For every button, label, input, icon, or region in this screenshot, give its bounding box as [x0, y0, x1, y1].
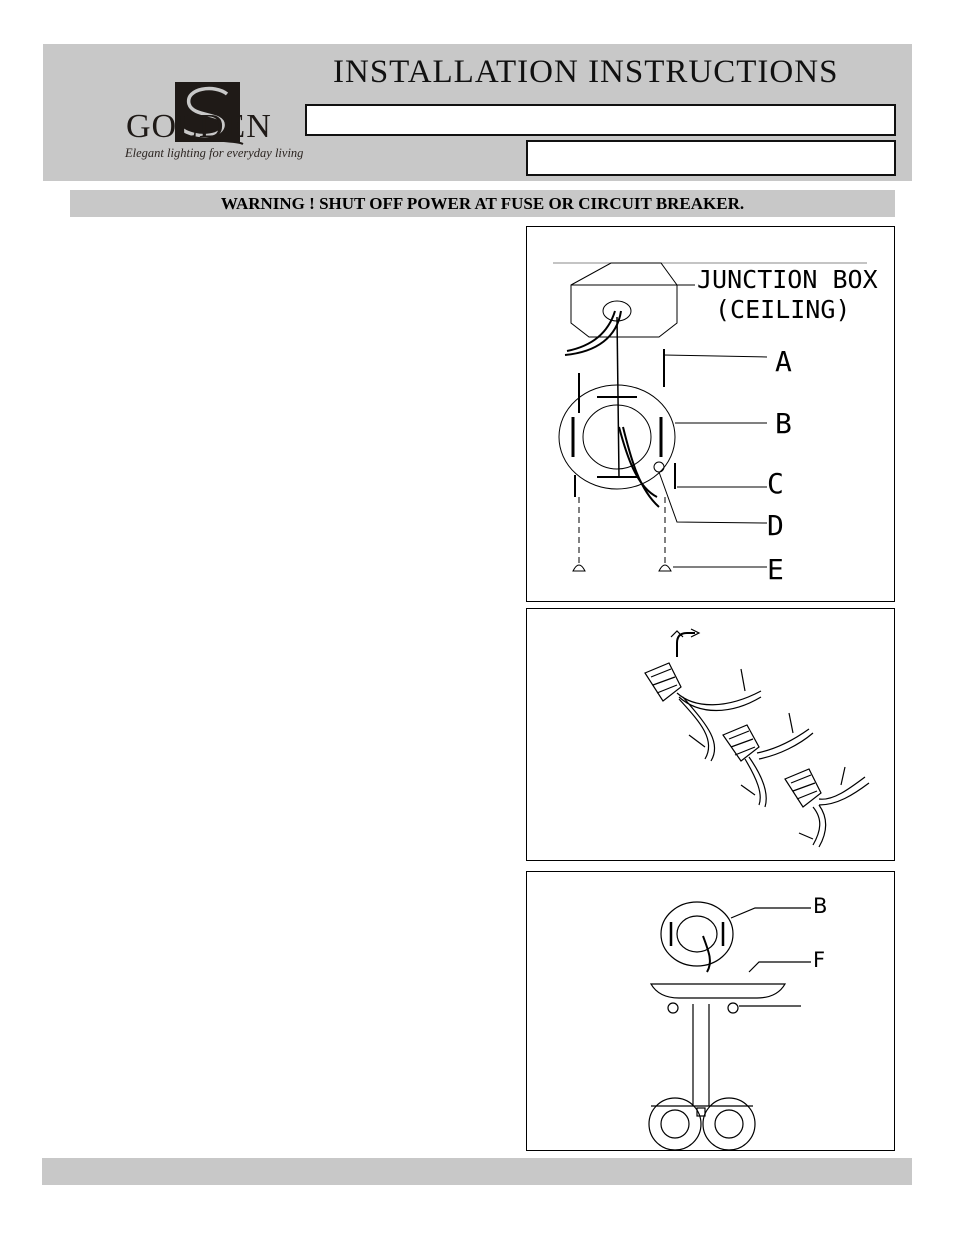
page-title: INSTALLATION INSTRUCTIONS [333, 54, 839, 90]
footer-band [42, 1158, 912, 1185]
header-band [43, 44, 912, 181]
part-label-a: A [775, 345, 792, 378]
ceiling-label: (CEILING) [715, 295, 851, 324]
diagram-junction-box [526, 226, 895, 602]
part-label-b: B [775, 407, 792, 440]
wire-connector-illustration [527, 609, 894, 860]
model-number-box [305, 104, 896, 136]
diagram-wire-connectors [526, 608, 895, 861]
fixture-label-f: F [813, 948, 826, 972]
brand-name: GOLDEN [126, 108, 272, 145]
diagram-fixture-mount [526, 871, 895, 1151]
junction-box-label: JUNCTION BOX [697, 265, 878, 294]
fixture-mount-illustration [527, 872, 894, 1150]
part-label-e: E [767, 553, 784, 586]
fixture-label-b: B [813, 894, 828, 918]
part-label-d: D [767, 509, 784, 542]
part-label-c: C [767, 467, 784, 500]
warning-banner: WARNING ! SHUT OFF POWER AT FUSE OR CIRCUIT BREAKER. [70, 190, 895, 217]
part-number-box [526, 140, 896, 176]
brand-tagline: Elegant lighting for everyday living [125, 146, 304, 160]
